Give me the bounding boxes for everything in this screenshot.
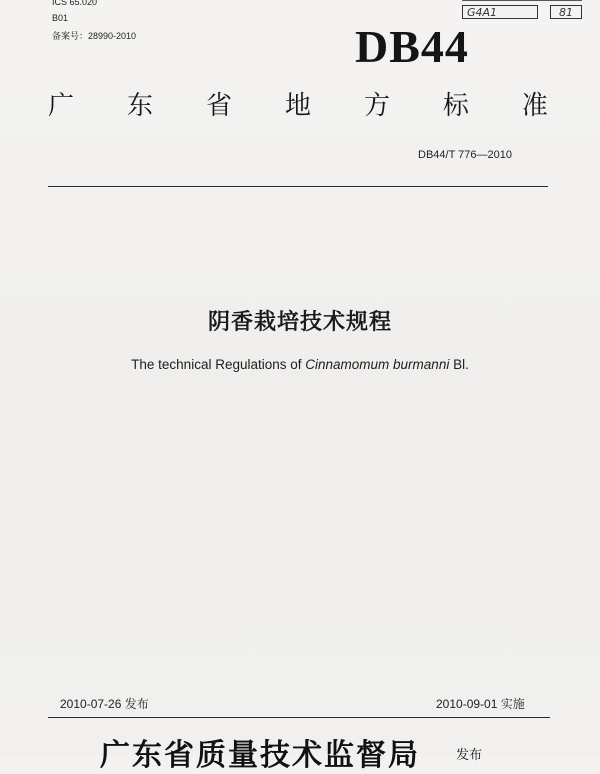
stamp-cell-number: 81 [550,5,582,19]
standard-type-char: 标 [442,91,469,121]
standard-type-char: 方 [363,91,390,121]
document-title-cn: 阴香栽培技术规程 [207,310,392,335]
issuer-name: 广东省质量技术监督局 [100,738,420,773]
footer-divider [48,717,550,718]
header-divider [48,186,548,187]
implement-date: 2010-09-01 实施 [436,697,525,711]
standard-type-char: 省 [205,91,232,121]
db44-logo: DB44 [355,21,469,72]
title-en-prefix: The technical Regulations of [131,357,306,372]
ics-code: ICS 65.020 [52,0,98,7]
standard-type-char: 东 [126,91,153,121]
title-en-species: Cinnamomum burmanni [305,357,450,372]
standard-type-char: 地 [284,91,311,121]
category-code: B01 [52,13,69,23]
archive-stamp [462,0,582,26]
standard-type [48,84,548,128]
stamp-cell-code: G4A1 [462,5,538,19]
publish-date: 2010-07-26 发布 [60,697,149,711]
record-number: 备案号：28990-2010 [52,31,137,41]
issuer-suffix: 发布 [456,748,483,763]
title-en-suffix: Bl. [449,357,469,372]
standard-type-char: 广 [48,91,75,121]
standard-type-char: 准 [521,91,548,121]
standard-number: DB44/T 776—2010 [418,149,512,161]
document-title-en [0,357,600,372]
